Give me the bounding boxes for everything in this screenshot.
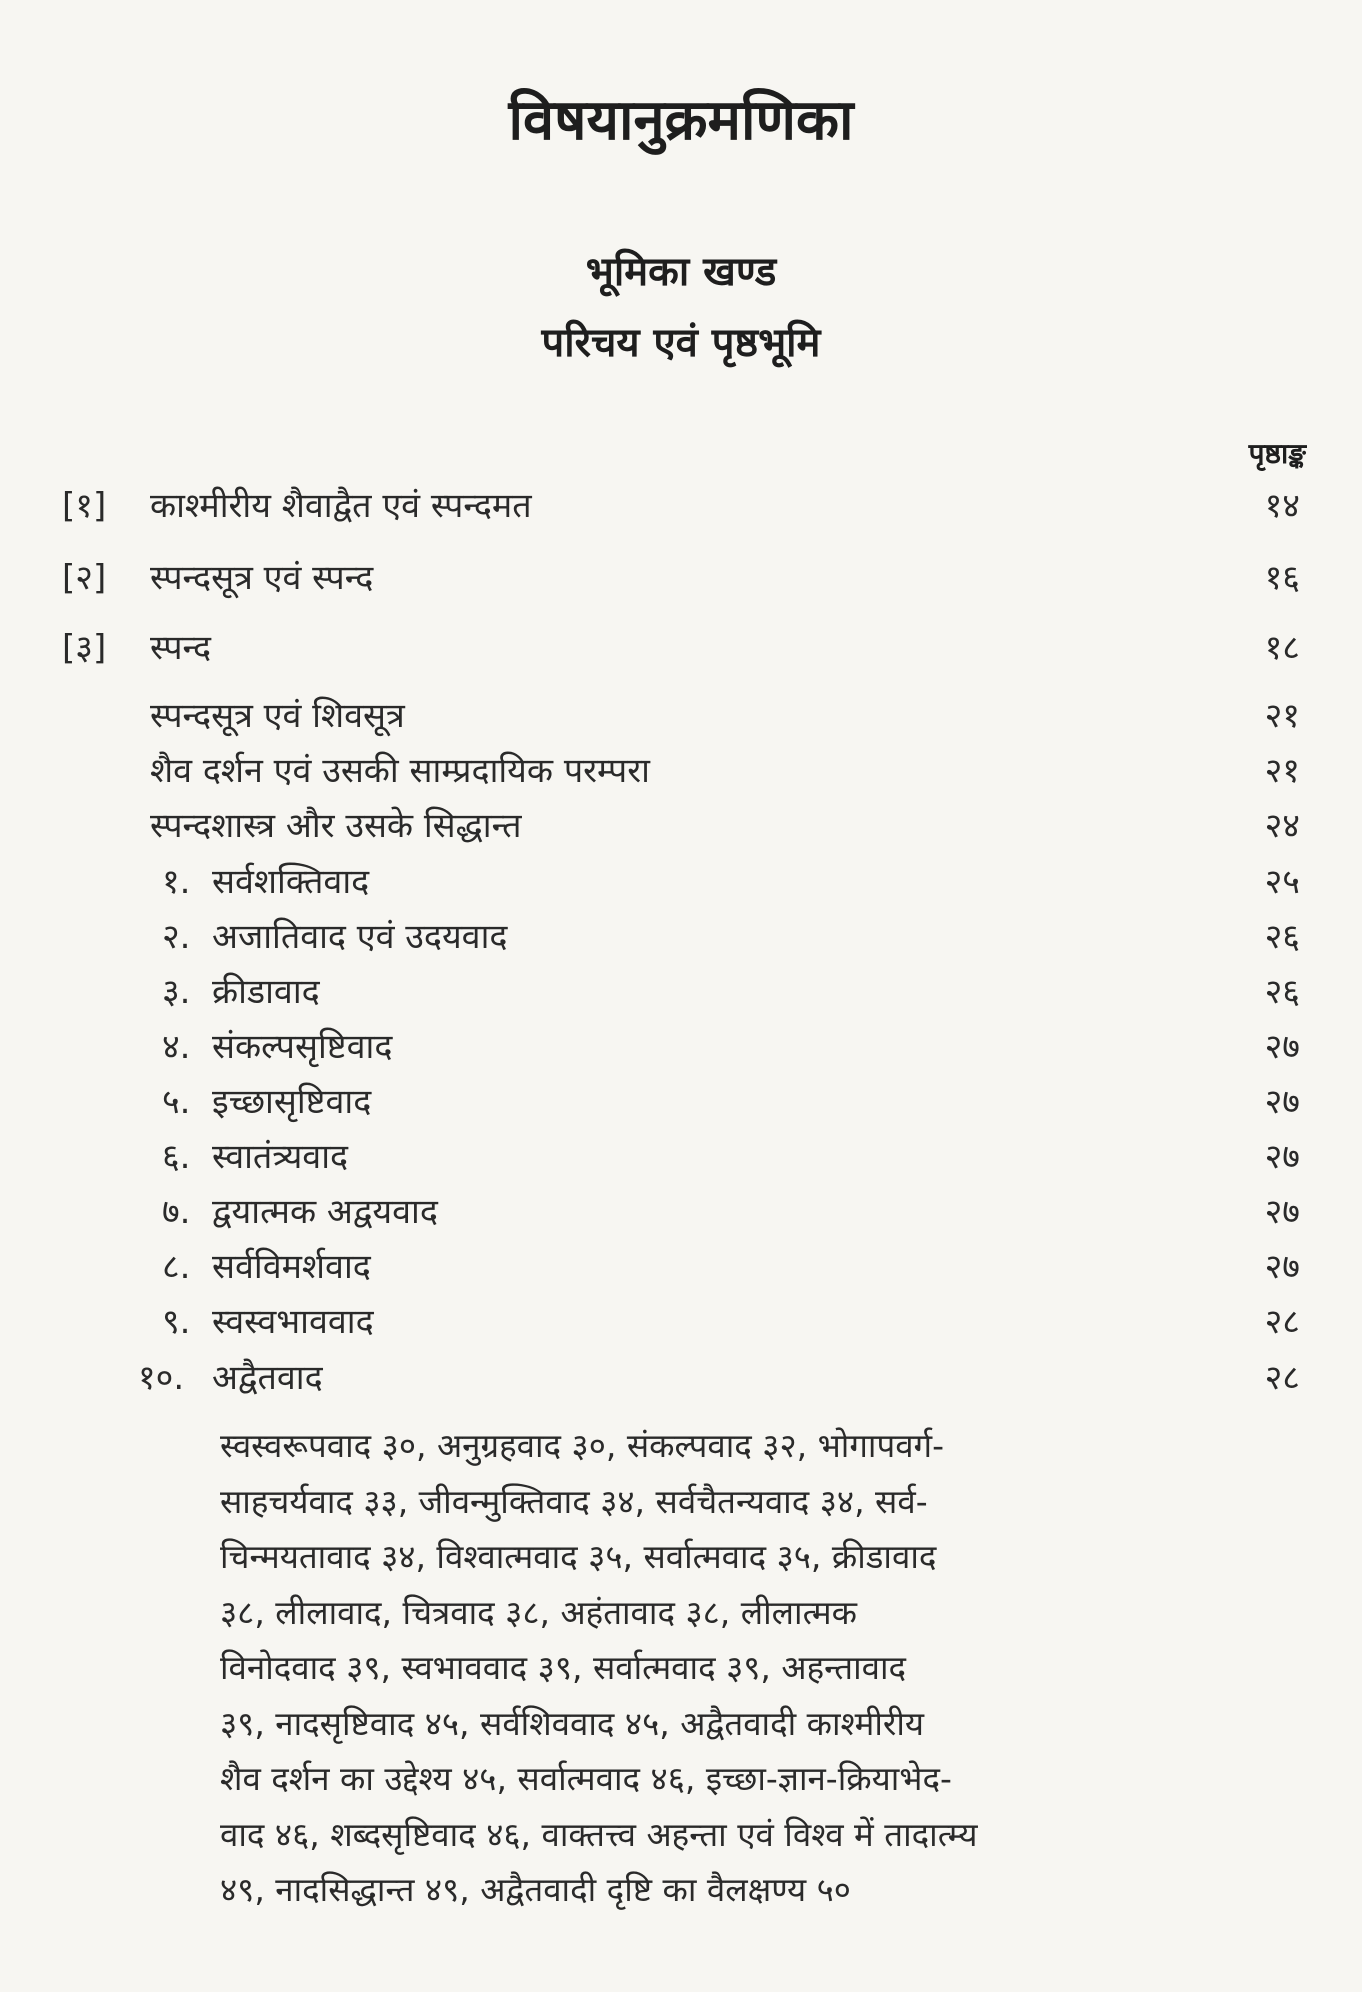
entry-number: १.	[162, 862, 191, 902]
entry-page: २७	[1264, 1027, 1300, 1067]
entry-page: २८	[1264, 1358, 1300, 1398]
entry-page: २५	[1264, 862, 1300, 902]
subtopics-paragraph	[220, 1418, 1220, 1918]
entry-number: ७.	[162, 1192, 191, 1232]
entry-page: २१	[1264, 696, 1300, 736]
section-heading: भूमिका खण्ड	[585, 249, 777, 295]
toc-entry	[0, 966, 1362, 1018]
entry-title: सर्वशक्तिवाद	[212, 862, 370, 902]
entry-title: संकल्पसृष्टिवाद	[212, 1027, 393, 1067]
entry-title: इच्छासृष्टिवाद	[212, 1082, 372, 1122]
toc-entry	[0, 856, 1362, 908]
toc-entry	[0, 622, 1362, 674]
toc-entry	[0, 1296, 1362, 1348]
paragraph-line: स्वस्वरूपवाद ३०, अनुग्रहवाद ३०, संकल्पवाद ३२, भोगापवर्ग-	[220, 1426, 945, 1465]
entry-title: स्पन्दसूत्र एवं शिवसूत्र	[150, 696, 405, 736]
entry-page: २७	[1264, 1192, 1300, 1232]
entry-page: १६	[1264, 558, 1300, 598]
entry-page: १४	[1264, 486, 1300, 526]
entry-title: द्वयात्मक अद्वयवाद	[212, 1192, 438, 1232]
entry-number: [२]	[62, 558, 107, 598]
entry-page: २८	[1264, 1302, 1300, 1342]
toc-entry	[0, 1131, 1362, 1183]
entry-title: स्पन्दसूत्र एवं स्पन्द	[150, 558, 374, 598]
entry-number: ५.	[162, 1082, 191, 1122]
entry-title: काश्मीरीय शैवाद्वैत एवं स्पन्दमत	[150, 486, 532, 526]
entry-page: २६	[1264, 972, 1300, 1012]
paragraph-line: वाद ४६, शब्दसृष्टिवाद ४६, वाक्तत्त्व अहन्ता एवं विश्व में तादात्म्य	[220, 1814, 978, 1854]
paragraph-line: विनोदवाद ३९, स्वभाववाद ३९, सर्वात्मवाद ३९, अहन्तावाद	[220, 1648, 907, 1687]
entry-page: २१	[1264, 751, 1300, 791]
entry-title: क्रीडावाद	[212, 972, 320, 1012]
page-title: विषयानुक्रमणिका	[508, 88, 854, 153]
entry-title: शैव दर्शन एवं उसकी साम्प्रदायिक परम्परा	[150, 751, 650, 791]
page-number-column-header: पृष्ठाङ्क	[1248, 437, 1306, 470]
paragraph-line: चिन्मयतावाद ३४, विश्वात्मवाद ३५, सर्वात्मवाद ३५, क्रीडावाद	[220, 1537, 937, 1576]
section-subtitle: परिचय एवं पृष्ठभूमि	[541, 320, 821, 366]
entry-page: २४	[1264, 806, 1300, 846]
toc-entry	[0, 911, 1362, 963]
paragraph-line: ३८, लीलावाद, चित्रवाद ३८, अहंतावाद ३८, लीलात्मक	[220, 1592, 857, 1632]
entry-title: स्पन्द	[150, 628, 212, 668]
entry-title: अद्वैतवाद	[212, 1358, 323, 1398]
entry-number: [३]	[62, 628, 107, 668]
entry-number: ९.	[162, 1302, 191, 1342]
entry-title: अजातिवाद एवं उदयवाद	[212, 917, 508, 957]
toc-entry	[0, 745, 1362, 797]
entry-number: ४.	[162, 1027, 191, 1067]
entry-number: १०.	[138, 1358, 185, 1398]
toc-entry	[0, 1186, 1362, 1238]
toc-entry	[0, 1076, 1362, 1128]
entry-number: [१]	[62, 486, 107, 526]
paragraph-line: ३९, नादसृष्टिवाद ४५, सर्वशिववाद ४५, अद्वैतवादी काश्मीरीय	[220, 1703, 925, 1743]
toc-entry	[0, 800, 1362, 852]
toc-entry	[0, 1241, 1362, 1293]
entry-page: २७	[1264, 1247, 1300, 1287]
entry-number: २.	[162, 917, 191, 957]
entry-title: सर्वविमर्शवाद	[212, 1247, 371, 1287]
entry-page: २७	[1264, 1137, 1300, 1177]
entry-number: ८.	[162, 1247, 191, 1287]
entry-number: ३.	[162, 972, 191, 1012]
paragraph-line: साहचर्यवाद ३३, जीवन्मुक्तिवाद ३४, सर्वचैतन्यवाद ३४, सर्व-	[220, 1481, 928, 1521]
entry-page: २७	[1264, 1082, 1300, 1122]
entry-number: ६.	[162, 1137, 191, 1177]
entry-page: १८	[1264, 628, 1300, 668]
entry-page: २६	[1264, 917, 1300, 957]
toc-entry	[0, 552, 1362, 604]
toc-entry	[0, 480, 1362, 532]
toc-entry	[0, 1352, 1362, 1404]
entry-title: स्वस्वभाववाद	[212, 1302, 374, 1342]
entry-title: स्पन्दशास्त्र और उसके सिद्धान्त	[150, 806, 522, 846]
toc-entry	[0, 1021, 1362, 1073]
toc-entry	[0, 690, 1362, 742]
paragraph-line: ४९, नादसिद्धान्त ४९, अद्वैतवादी दृष्टि का वैलक्षण्य ५०	[220, 1870, 851, 1909]
paragraph-line: शैव दर्शन का उद्देश्य ४५, सर्वात्मवाद ४६, इच्छा-ज्ञान-क्रियाभेद-	[220, 1759, 952, 1798]
entry-title: स्वातंत्र्यवाद	[212, 1137, 349, 1177]
